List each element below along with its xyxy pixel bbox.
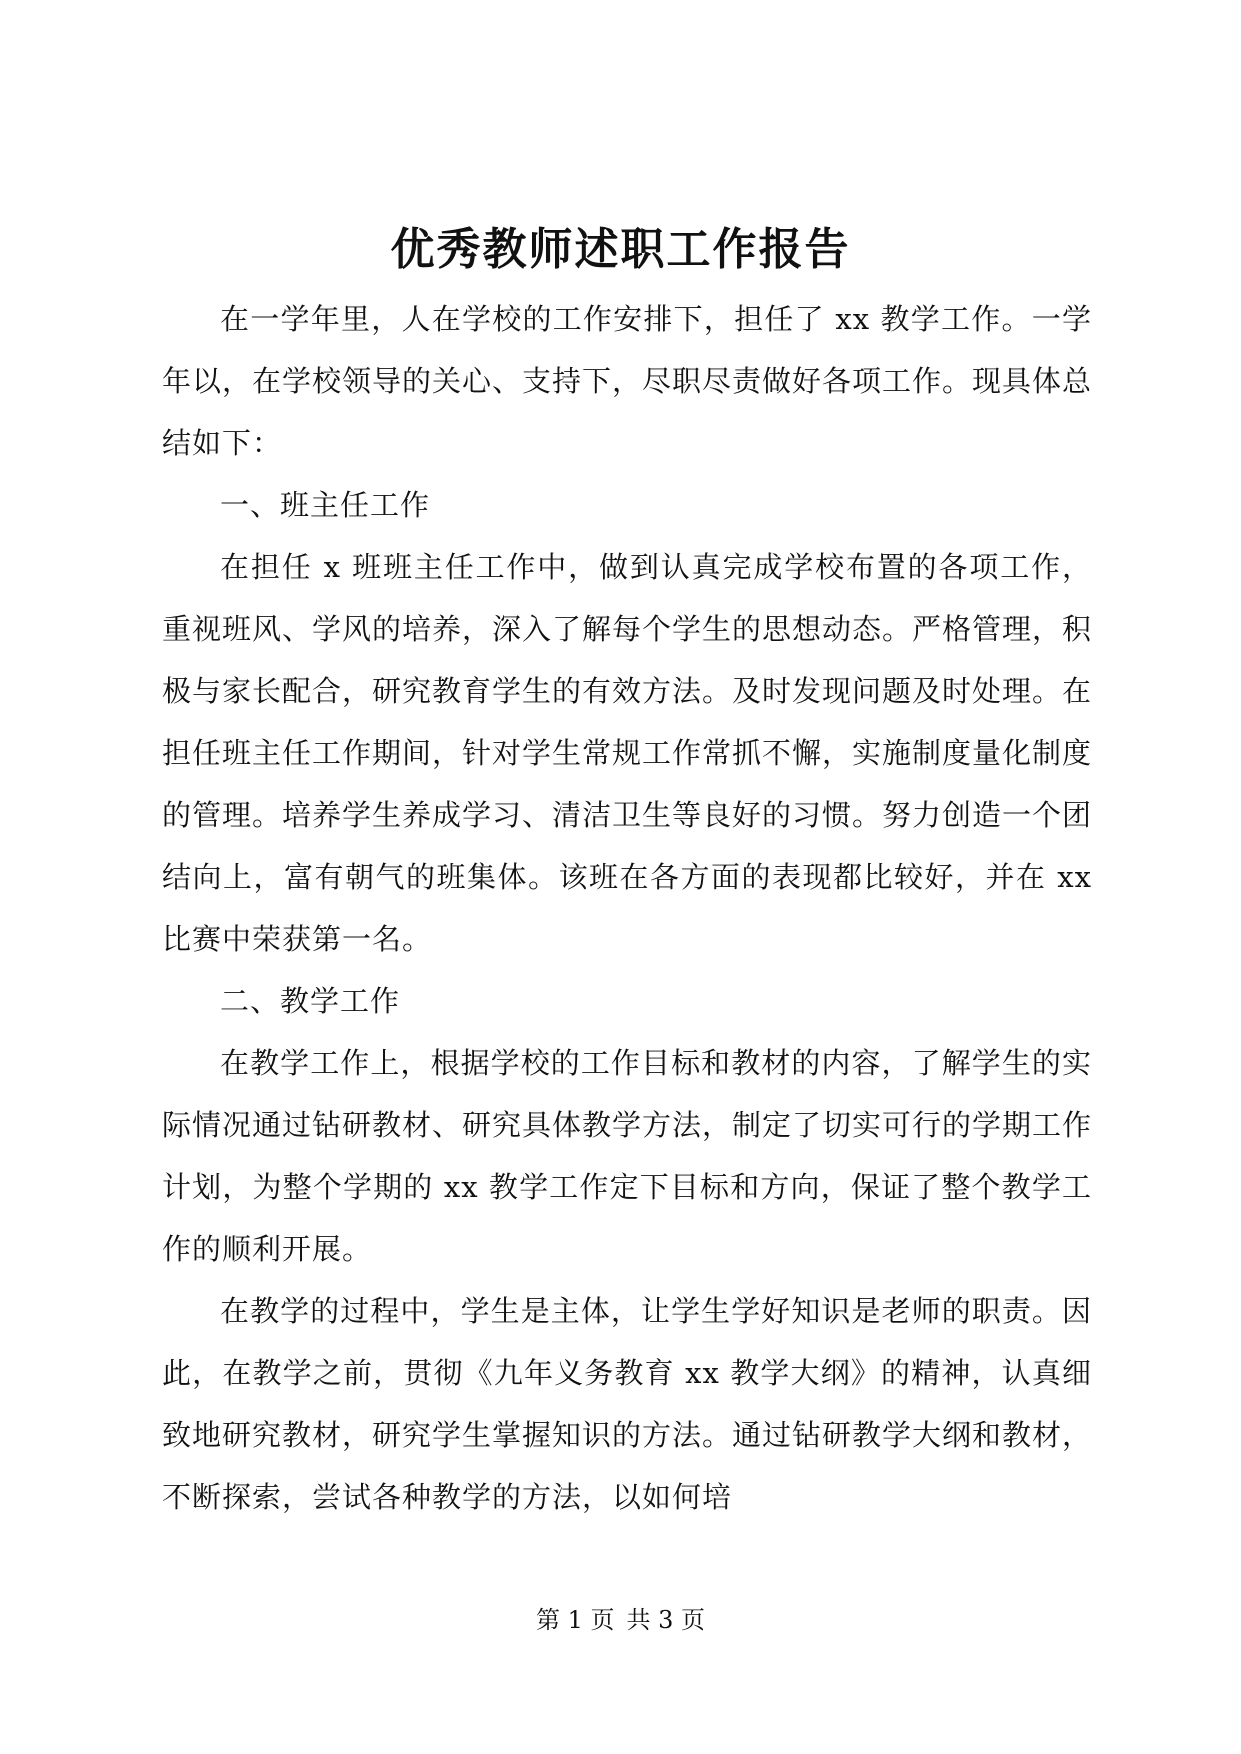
paragraph-class-teacher-work: 在担任 x 班班主任工作中，做到认真完成学校布置的各项工作，重视班风、学风的培养，深入了解每个学生的思想动态。严格管理，积极与家长配合，研究教育学生的有效方法。及时发现问题及时处理。在担任班主任工作期间，针对学生常规工作常抓不懈，实施制度量化制度的管理。培养学生养成学习、清洁卫生等良好的习惯。努力创造一个团结向上，富有朝气的班集体。该班在各方面的表现都比较好，并在 xx 比赛中荣获第一名。 <box>162 550 1093 956</box>
section-heading-teaching: 二、教学工作 <box>220 984 401 1018</box>
page-total: 共 3 页 <box>626 1606 706 1634</box>
paragraph-teaching-plan: 在教学工作上，根据学校的工作目标和教材的内容，了解学生的实际情况通过钻研教材、研究具体教学方法，制定了切实可行的学期工作计划，为整个学期的 xx 教学工作定下目标和方向，保证了整个教学工作的顺利开展。 <box>162 1046 1093 1266</box>
section-heading-class-teacher: 一、班主任工作 <box>220 488 431 522</box>
document-title: 优秀教师述职工作报告 <box>390 224 851 275</box>
paragraph-intro: 在一学年里，人在学校的工作安排下，担任了 xx 教学工作。一学年以，在学校领导的关心、支持下，尽职尽责做好各项工作。现具体总结如下： <box>162 302 1093 460</box>
document-body <box>162 288 1092 1528</box>
page-number: 第 1 页 <box>535 1606 615 1634</box>
paragraph-teaching-process: 在教学的过程中，学生是主体，让学生学好知识是老师的职责。因此，在教学之前，贯彻《九年义务教育 xx 教学大纲》的精神，认真细致地研究教材，研究学生掌握知识的方法。通过钻研教学大纲和教材，不断探索，尝试各种教学的方法，以如何培 <box>162 1294 1093 1514</box>
page-footer <box>0 1603 1241 1637</box>
